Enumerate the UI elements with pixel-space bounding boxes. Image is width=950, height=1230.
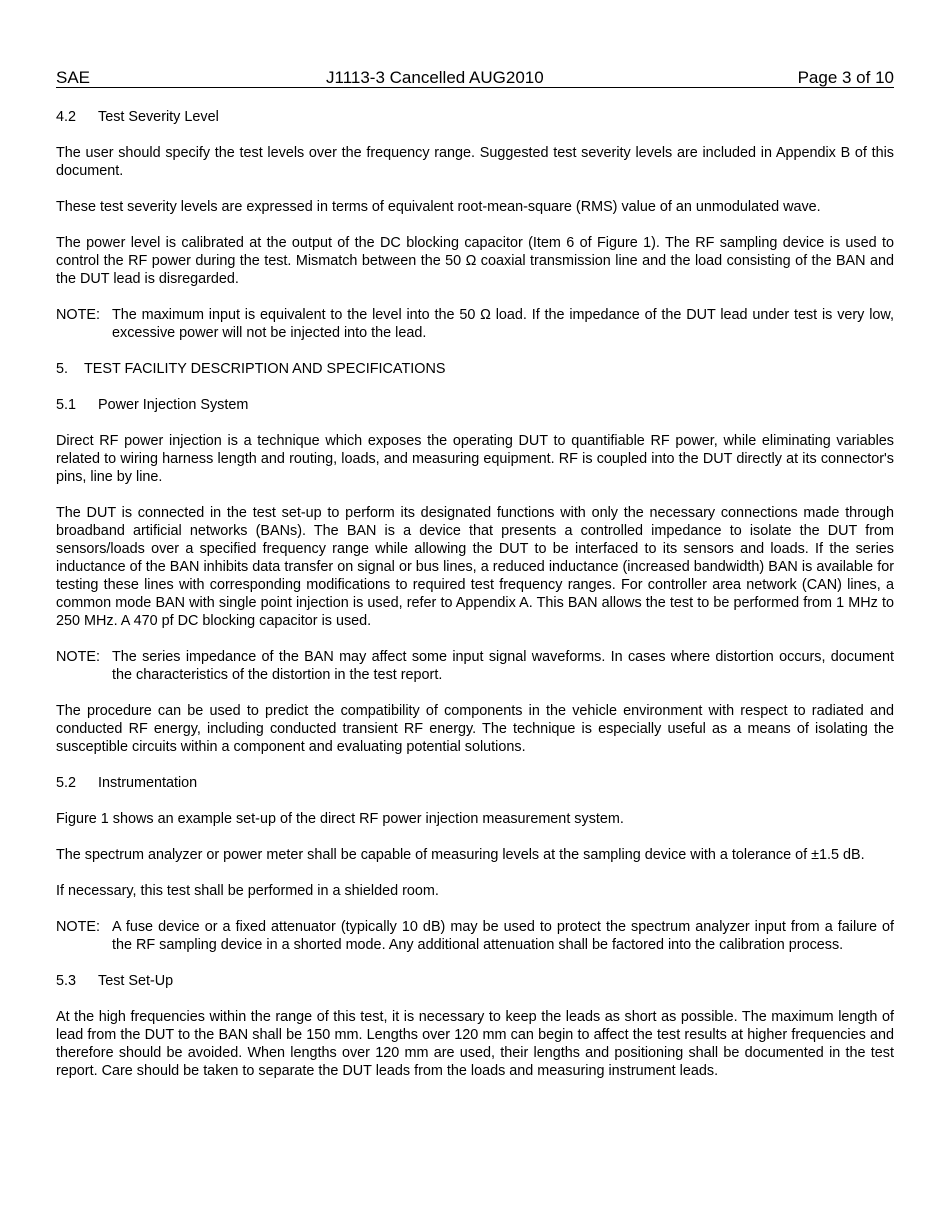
section-heading-4-2 [56,108,894,126]
document-body [56,108,894,1080]
paragraph: The user should specify the test levels over the frequency range. Suggested test severity levels are included in Appendix B of this document. [56,145,894,179]
paragraph: The spectrum analyzer or power meter shall be capable of measuring levels at the sampling device with a tolerance of ±1.5 dB. [56,847,865,863]
note-block [56,648,894,684]
paragraph: The procedure can be used to predict the compatibility of components in the vehicle environment with respect to radiated and conducted RF energy, including conducted transient RF energy. The technique is especially useful as a means of isolating the susceptible circuits within a component and evaluating potential solutions. [56,703,894,755]
section-title: Test Severity Level [98,109,219,125]
note-text: A fuse device or a fixed attenuator (typically 10 dB) may be used to protect the spectrum analyzer input from a failure of the RF sampling device in a shorted mode. Any additional attenuation shall be factored into the calibration process. [112,919,894,953]
section-number: 5.2 [56,775,77,791]
section-heading-5 [56,360,894,378]
paragraph: These test severity levels are expressed in terms of equivalent root-mean-square (RMS) value of an unmodulated wave. [56,199,821,215]
header-document-id: J1113-3 Cancelled AUG2010 [326,68,544,87]
note-text: The series impedance of the BAN may affect some input signal waveforms. In cases where distortion occurs, document the characteristics of the distortion in the test report. [112,649,894,683]
section-number: 4.2 [56,109,77,125]
note-label: NOTE: [56,307,100,323]
section-title: Power Injection System [98,397,249,413]
section-title: TEST FACILITY DESCRIPTION AND SPECIFICATIONS [84,361,446,377]
note-text: The maximum input is equivalent to the level into the 50 Ω load. If the impedance of the DUT lead under test is very low, excessive power will not be injected into the lead. [112,307,894,341]
section-number: 5. [56,361,69,377]
paragraph: The power level is calibrated at the output of the DC blocking capacitor (Item 6 of Figure 1). The RF sampling device is used to control the RF power during the test. Mismatch between the 50 Ω coaxial transmission line and the load consisting of the BAN and the DUT lead is disregarded. [56,235,894,287]
section-number: 5.1 [56,397,77,413]
paragraph: Figure 1 shows an example set-up of the direct RF power injection measurement system. [56,811,624,827]
section-heading-5-2 [56,774,894,792]
section-heading-5-3 [56,972,894,990]
header-publisher: SAE [56,68,91,87]
section-heading-5-1 [56,396,894,414]
page-header [56,68,894,88]
section-number: 5.3 [56,973,77,989]
paragraph: Direct RF power injection is a technique which exposes the operating DUT to quantifiable RF power, while eliminating variables related to wiring harness length and routing, loads, and measuring equipment. RF is coupled into the DUT directly at its connector's pins, line by line. [56,433,894,485]
note-label: NOTE: [56,919,100,935]
paragraph: The DUT is connected in the test set-up to perform its designated functions with only the necessary connections made through broadband artificial networks (BANs). The BAN is a device that presents a controlled impedance to isolate the DUT from sensors/loads over a specified frequency range while allowing the DUT to be interfaced to its sensors and loads. If the series inductance of the BAN inhibits data transfer on signal or bus lines, a reduced inductance (increased bandwidth) BAN is available for testing these lines with corresponding modifications to required test frequency ranges. For controller area network (CAN) lines, a common mode BAN with single point injection is used, refer to Appendix A. This BAN allows the test to be performed from 1 MHz to 250 MHz. A 470 pf DC blocking capacitor is used. [56,505,894,629]
note-label: NOTE: [56,649,100,665]
header-page-number: Page 3 of 10 [797,68,894,87]
note-block [56,918,894,954]
section-title: Test Set-Up [98,973,174,989]
note-block [56,306,894,342]
section-title: Instrumentation [98,775,198,791]
paragraph: If necessary, this test shall be performed in a shielded room. [56,883,439,899]
paragraph: At the high frequencies within the range of this test, it is necessary to keep the leads as short as possible. The maximum length of lead from the DUT to the BAN shall be 150 mm. Lengths over 120 mm can begin to affect the test results at higher frequencies and therefore should be avoided. When lengths over 120 mm are used, their lengths and positioning shall be documented in the test report. Care should be taken to separate the DUT leads from the loads and measuring instrument leads. [56,1009,894,1079]
